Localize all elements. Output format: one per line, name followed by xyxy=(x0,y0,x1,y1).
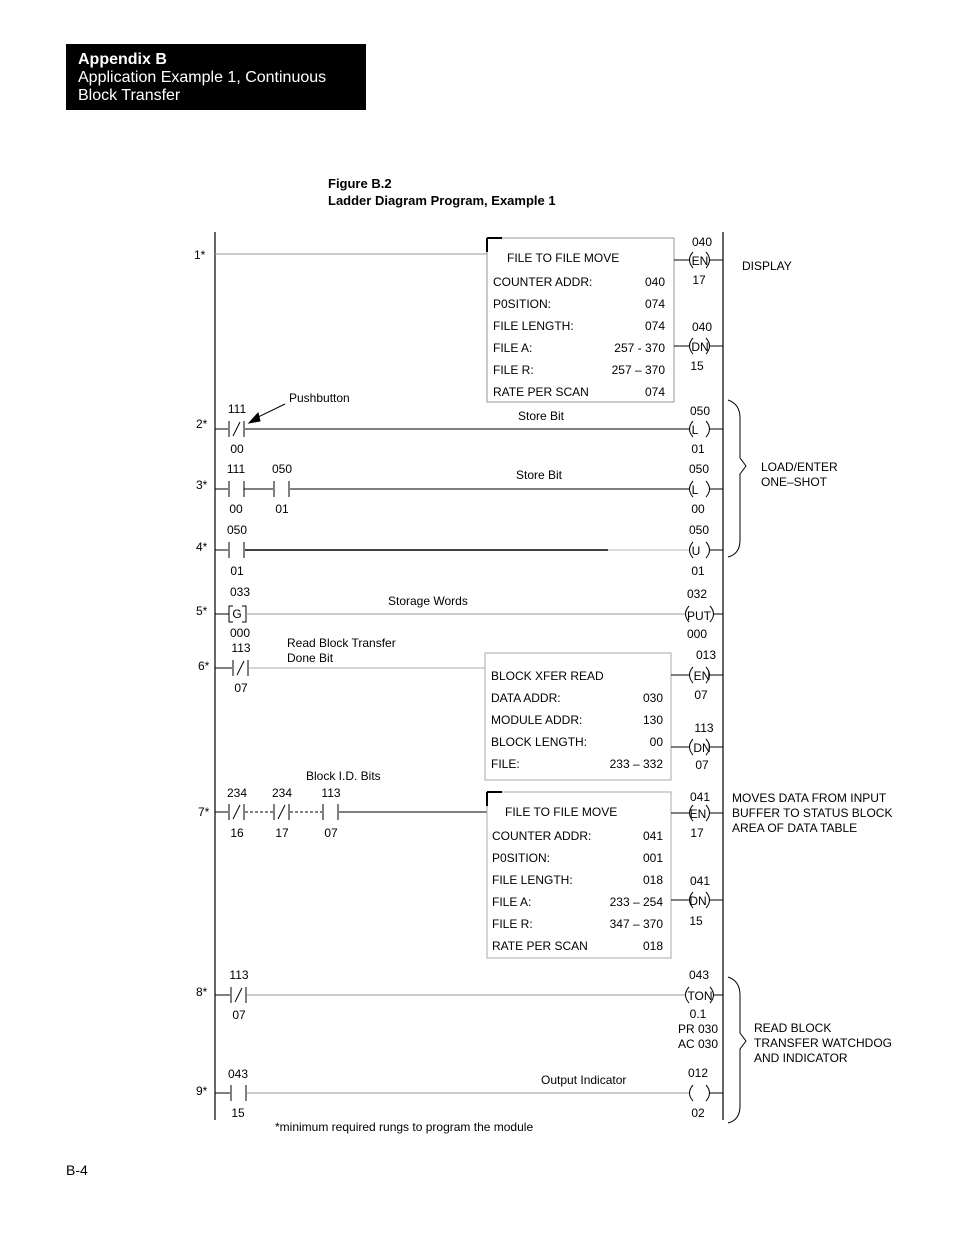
coil-label: EN xyxy=(691,254,709,268)
watchdog-note: TRANSFER WATCHDOG xyxy=(754,1036,892,1050)
block-row-value: 257 - 370 xyxy=(614,341,665,355)
coil-left-arc xyxy=(690,667,694,683)
nc-slash xyxy=(278,805,285,819)
coil-right-arc xyxy=(706,805,710,821)
page-number: B-4 xyxy=(66,1162,88,1178)
block-row-value: 257 – 370 xyxy=(611,363,665,377)
nc-slash xyxy=(235,988,242,1002)
coil-bit: 01 xyxy=(691,442,705,456)
block-row-label: COUNTER ADDR: xyxy=(492,829,592,843)
coil-right-arc xyxy=(706,481,710,497)
rung-1 xyxy=(194,235,792,402)
wire-label: Store Bit xyxy=(516,468,563,482)
block-row-label: FILE LENGTH: xyxy=(492,873,573,887)
rung-number: 3* xyxy=(196,478,208,492)
coil-bit: 01 xyxy=(691,564,705,578)
coil-left-arc xyxy=(690,1085,694,1101)
block-row-label: FILE A: xyxy=(492,895,532,909)
figure-caption: Ladder Diagram Program, Example 1 xyxy=(328,193,556,208)
done-bit-label: Done Bit xyxy=(287,651,334,665)
block-row-label: RATE PER SCAN xyxy=(492,939,588,953)
rung-9 xyxy=(196,1066,723,1120)
wire-label: Storage Words xyxy=(388,594,468,608)
block-row-value: 074 xyxy=(644,385,665,399)
contact-bit: 17 xyxy=(275,826,289,840)
block-row-value: 347 – 370 xyxy=(609,917,663,931)
moves-data-note: MOVES DATA FROM INPUT xyxy=(732,791,887,805)
rung-number: 1* xyxy=(194,248,206,262)
coil-bit: 07 xyxy=(694,688,708,702)
block-row-value: 041 xyxy=(642,829,663,843)
block-row-label: MODULE ADDR: xyxy=(491,713,583,727)
coil-bit: 15 xyxy=(690,359,704,373)
pushbutton-label: Pushbutton xyxy=(289,391,350,405)
contact-bit: 00 xyxy=(230,442,244,456)
contact-address: 113 xyxy=(321,786,341,800)
block-title: FILE TO FILE MOVE xyxy=(505,805,618,819)
rung-8 xyxy=(196,968,723,1051)
rung-3 xyxy=(196,462,723,516)
figure-number: Figure B.2 xyxy=(328,176,392,191)
coil-right-arc xyxy=(706,1085,710,1101)
block-row-label: COUNTER ADDR: xyxy=(493,275,593,289)
coil-right-arc xyxy=(706,421,710,437)
block-row-label: P0SITION: xyxy=(492,851,551,865)
footnote: *minimum required rungs to program the module xyxy=(275,1120,534,1134)
get-bracket-right xyxy=(242,606,246,622)
nc-slash xyxy=(237,661,244,675)
contact-address: 234 xyxy=(226,786,248,800)
block-row-value: 00 xyxy=(649,735,663,749)
block-row-label: FILE: xyxy=(491,757,520,771)
rung-number: 4* xyxy=(196,540,208,554)
moves-data-note: AREA OF DATA TABLE xyxy=(732,821,858,835)
block-title: BLOCK XFER READ xyxy=(491,669,604,683)
watchdog-note: READ BLOCK xyxy=(754,1021,832,1035)
coil-address: 040 xyxy=(691,235,713,249)
load-enter-bracket xyxy=(728,400,746,557)
coil-label: DN xyxy=(693,741,711,755)
contact-bit: 000 xyxy=(229,626,251,640)
coil-label: DN xyxy=(691,340,709,354)
coil-address: 041 xyxy=(689,790,711,804)
nc-slash xyxy=(233,422,240,436)
wire-label: Output Indicator xyxy=(541,1073,627,1087)
coil-address: 012 xyxy=(687,1066,709,1080)
coil-bit: 15 xyxy=(689,914,703,928)
coil-right-arc xyxy=(706,542,710,558)
coil-address: 032 xyxy=(686,587,708,601)
coil-bit: 17 xyxy=(692,273,706,287)
block-row-label: FILE R: xyxy=(492,917,533,931)
rung-number: 2* xyxy=(196,417,208,431)
coil-bit: 07 xyxy=(695,758,709,772)
coil-type: L xyxy=(691,423,699,437)
rung-number: 8* xyxy=(196,985,208,999)
block-id-label: Block I.D. Bits xyxy=(306,769,381,783)
block-row-label: RATE PER SCAN xyxy=(493,385,589,399)
timer-preset: PR 030 xyxy=(677,1022,719,1036)
rung-number: 6* xyxy=(198,659,210,673)
coil-type: U xyxy=(691,544,701,558)
wire-label: Store Bit xyxy=(518,409,565,423)
coil-label: DN xyxy=(689,894,707,908)
watchdog-note: AND INDICATOR xyxy=(754,1051,848,1065)
ton-instruction: TON xyxy=(687,989,713,1003)
block-row-value: 030 xyxy=(642,691,663,705)
coil-label: EN xyxy=(689,807,707,821)
block-row-value: 130 xyxy=(642,713,663,727)
block-row-value: 233 – 254 xyxy=(609,895,663,909)
rung-7 xyxy=(198,769,892,958)
appendix-title: Appendix B xyxy=(78,51,167,68)
contact-bit: 16 xyxy=(230,826,244,840)
coil-label: EN xyxy=(693,669,711,683)
rung-5 xyxy=(196,585,723,641)
load-enter-note: LOAD/ENTER xyxy=(761,460,838,474)
block-row-label: P0SITION: xyxy=(493,297,552,311)
timer-base: 0.1 xyxy=(689,1007,707,1021)
get-instruction: G xyxy=(232,607,242,621)
rung-4 xyxy=(196,523,723,578)
block-row-label: FILE A: xyxy=(493,341,533,355)
coil-address: 113 xyxy=(694,721,714,735)
watchdog-bracket xyxy=(728,977,746,1123)
block-title: FILE TO FILE MOVE xyxy=(507,251,620,265)
coil-bit: 17 xyxy=(690,826,704,840)
contact-bit: 15 xyxy=(231,1106,245,1120)
block-row-value: 074 xyxy=(644,319,665,333)
rung-number: 7* xyxy=(198,805,210,819)
rung-number: 9* xyxy=(196,1084,208,1098)
timer-accumulated: AC 030 xyxy=(677,1037,719,1051)
nc-slash xyxy=(233,805,240,819)
contact-address: 050 xyxy=(226,523,248,537)
block-row-label: BLOCK LENGTH: xyxy=(491,735,588,749)
one-shot-note: ONE–SHOT xyxy=(761,475,828,489)
rung-number: 5* xyxy=(196,604,208,618)
put-instruction: PUT xyxy=(687,609,711,623)
timer-address: 043 xyxy=(688,968,710,982)
block-row-label: DATA ADDR: xyxy=(491,691,561,705)
coil-bit: 000 xyxy=(686,627,708,641)
coil-address: 040 xyxy=(691,320,713,334)
contact-bit: 07 xyxy=(324,826,338,840)
block-row-value: 074 xyxy=(644,297,665,311)
coil-address: 041 xyxy=(689,874,711,888)
coil-address: 050 xyxy=(689,404,711,418)
contact-address: 234 xyxy=(271,786,293,800)
contact-bit: 07 xyxy=(232,1008,246,1022)
contact-address: 111 xyxy=(226,462,246,476)
arrow-head-icon xyxy=(249,413,260,423)
display-note: DISPLAY xyxy=(742,259,792,273)
block-row-value: 040 xyxy=(644,275,665,289)
coil-bit: 00 xyxy=(691,502,705,516)
coil-address: 050 xyxy=(688,523,710,537)
block-row-value: 233 – 332 xyxy=(609,757,663,771)
moves-data-note: BUFFER TO STATUS BLOCK xyxy=(732,806,893,820)
contact-address: 113 xyxy=(231,641,251,655)
rung-2 xyxy=(196,391,723,456)
block-row-value: 018 xyxy=(642,939,663,953)
done-bit-label: Read Block Transfer xyxy=(287,636,396,650)
contact-address: 033 xyxy=(229,585,251,599)
contact-bit: 01 xyxy=(230,564,244,578)
contact-bit: 00 xyxy=(229,502,243,516)
coil-bit: 02 xyxy=(691,1106,705,1120)
contact-bit: 07 xyxy=(234,681,248,695)
coil-type: L xyxy=(691,483,699,497)
contact-address: 043 xyxy=(227,1067,249,1081)
coil-address: 013 xyxy=(695,648,717,662)
block-row-value: 001 xyxy=(642,851,663,865)
contact-address: 050 xyxy=(271,462,293,476)
block-row-label: FILE LENGTH: xyxy=(493,319,574,333)
contact-bit: 01 xyxy=(275,502,289,516)
block-row-value: 018 xyxy=(642,873,663,887)
coil-address: 050 xyxy=(688,462,710,476)
rung-6 xyxy=(198,636,723,780)
block-row-label: FILE R: xyxy=(493,363,534,377)
contact-address: 111 xyxy=(227,402,247,416)
contact-address: 113 xyxy=(229,968,249,982)
appendix-subtitle: Application Example 1, Continuous Block Transfer xyxy=(78,69,327,104)
